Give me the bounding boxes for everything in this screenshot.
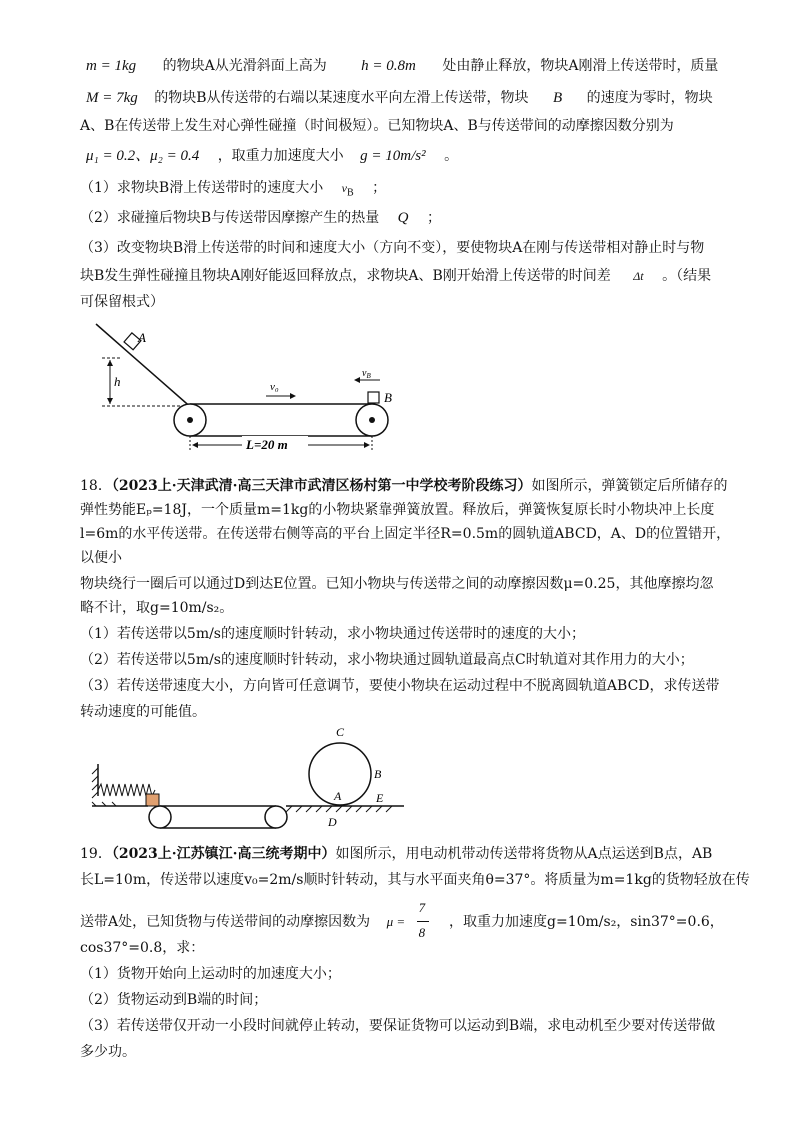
p19-line-2 xyxy=(80,870,750,890)
arrow-head xyxy=(354,377,360,383)
p19-question-3-cont xyxy=(80,1042,136,1062)
problem-text: l=6m的水平传送带。在传送带右侧等高的平台上固定半径R=0.5m的圆轨道ABCD，A、D的位置错开， xyxy=(80,526,731,542)
question-text: （1）若传送带以5m/s的速度顺时针转动，求小物块通过传送带时的速度的大小； xyxy=(80,626,585,642)
conveyor-incline-figure xyxy=(90,318,420,458)
p17-text: 的物块A从光滑斜面上高为 xyxy=(162,58,327,74)
arrow-head xyxy=(192,442,198,448)
question-text: （2）若传送带以5m/s的速度顺时针转动，求小物块通过圆轨道最高点C时轨道对其作用力的大小； xyxy=(80,652,694,668)
problem-text: 略不计，取g=10m/s₂。 xyxy=(80,600,234,616)
p17-text: 的物块B从传送带的右端以某速度水平向左滑上传送带，物块 xyxy=(154,90,529,106)
p19-line-4 xyxy=(80,938,204,958)
p17-question-3-cont xyxy=(80,266,711,286)
arrow-head xyxy=(107,360,113,366)
p18-line-3 xyxy=(80,524,730,544)
arrow-head xyxy=(364,442,370,448)
p17-question-1 xyxy=(80,178,386,203)
question-text: 块B发生弹性碰撞且物块A刚好能返回释放点，求物块A、B刚开始滑上传送带的时间差 xyxy=(80,268,611,284)
small-block xyxy=(146,794,159,806)
block-b-symbol: B xyxy=(552,90,563,106)
question-text: 多少功。 xyxy=(80,1044,136,1060)
mass-b-formula: M = 7kg xyxy=(86,90,138,106)
p18-question-1 xyxy=(80,624,585,644)
p19-question-1 xyxy=(80,964,341,984)
spring-loop-figure xyxy=(86,722,416,832)
question-text: 可保留根式） xyxy=(80,294,164,310)
label-v0: v₀ xyxy=(270,381,279,393)
question-text: （2）求碰撞后物块B与传送带因摩擦产生的热量 xyxy=(80,210,380,226)
p18-line-5 xyxy=(80,574,713,594)
p19-line-3 xyxy=(80,900,724,940)
heat-symbol: Q xyxy=(397,210,409,226)
problem-text: 送带A处，已知货物与传送带间的动摩擦因数为 xyxy=(80,914,371,930)
question-text: （2）货物运动到B端的时间； xyxy=(80,992,268,1008)
problem-text: ，取重力加速度g=10m/s₂，sin37°=0.6， xyxy=(449,914,724,930)
time-difference-symbol: Δt xyxy=(633,269,644,283)
question-text: （3）改变物块B滑上传送带的时间和速度大小（方向不变），要使物块A在刚与传送带相对静止时与物 xyxy=(80,240,705,256)
p18-question-3-cont xyxy=(80,702,206,722)
p17-text: 。 xyxy=(444,148,459,164)
question-text: （3）若传送带仅开动一小段时间就停止转动，要保证货物可以运动到B端，求电动机至少要对传送带做 xyxy=(80,1018,716,1034)
label-b: B xyxy=(384,390,392,405)
p17-text: 处由静止释放，物块A刚滑上传送带时，质量 xyxy=(442,58,719,74)
label-vb: $v_B$ xyxy=(362,368,371,380)
label-c: C xyxy=(336,725,345,739)
p19-question-3 xyxy=(80,1016,715,1036)
label-e: E xyxy=(376,791,384,805)
p18-question-3 xyxy=(80,676,720,696)
question-text: （1）货物开始向上运动时的加速度大小； xyxy=(80,966,341,982)
right-roller xyxy=(265,806,287,828)
problem-text: 长L=10m，传送带以速度v₀=2m/s顺时针转动，其与水平面夹角θ=37°。将质量为m=1kg的货物轻放在传 xyxy=(80,872,750,888)
label-a: A xyxy=(334,789,342,803)
arrow-head xyxy=(107,398,113,404)
question-text: 转动速度的可能值。 xyxy=(80,704,206,720)
label-length: L=20 m xyxy=(246,437,288,452)
right-roller-axle xyxy=(369,417,375,423)
label-b: B xyxy=(374,767,382,781)
p17-line-1 xyxy=(80,56,718,76)
p18-line-1 xyxy=(80,476,728,496)
mu-denominator: 8 xyxy=(418,925,426,940)
p18-question-2 xyxy=(80,650,694,670)
p17-line-4 xyxy=(80,146,458,166)
problem-number: 19． xyxy=(80,846,112,862)
gravity-formula: g = 10m/s² xyxy=(360,148,426,164)
problem-text: 如图所示，用电动机带动传送带将货物从A点运送到B点，AB xyxy=(335,846,713,862)
p17-question-2 xyxy=(80,208,441,228)
p17-text: A、B在传送带上发生对心弹性碰撞（时间极短）。已知物块A、B与传送带间的动摩擦因数分别为 xyxy=(80,118,674,134)
problem-text: 以便小 xyxy=(80,550,122,566)
mu-symbol: μ = xyxy=(386,914,406,929)
question-text: （3）若传送带速度大小，方向皆可任意调节，要使小物块在运动过程中不脱离圆轨道ABCD，求传送带 xyxy=(80,678,720,694)
problem-text: 如图所示，弹簧锁定后所储存的 xyxy=(531,478,728,494)
question-text: 。（结果 xyxy=(662,268,712,284)
question-text: ； xyxy=(426,210,441,226)
left-roller-axle xyxy=(187,417,193,423)
p17-question-3-end xyxy=(80,292,164,312)
problem-text: cos37°=0.8，求： xyxy=(80,940,205,956)
p18-line-2 xyxy=(80,500,714,520)
velocity-subscript: B xyxy=(346,187,354,199)
p17-text: ，取重力加速度大小 xyxy=(217,148,344,164)
platform-hatch xyxy=(286,806,392,812)
p19-question-2 xyxy=(80,990,267,1010)
mass-a-formula: m = 1kg xyxy=(86,58,137,74)
friction-coefficients: μ₁ = 0.2、μ₂ = 0.4 xyxy=(86,148,200,164)
question-text: ； xyxy=(372,180,387,196)
left-roller xyxy=(149,806,171,828)
question-text: （1）求物块B滑上传送带时的速度大小 xyxy=(80,180,324,196)
block-b xyxy=(368,392,379,403)
height-formula: h = 0.8m xyxy=(361,58,416,74)
problem-text: 弹性势能Eₚ=18J，一个质量m=1kg的小物块紧靠弹簧放置。释放后，弹簧恢复原长时小物块冲上长度 xyxy=(80,502,715,518)
arrow-head xyxy=(290,393,296,399)
p17-question-3 xyxy=(80,238,704,258)
p17-line-3 xyxy=(80,116,674,136)
label-d: D xyxy=(328,815,337,829)
velocity-symbol: v xyxy=(341,181,347,195)
wall-hatch xyxy=(92,768,98,798)
p17-line-2 xyxy=(80,88,713,108)
p18-line-4 xyxy=(80,548,122,568)
p18-line-6 xyxy=(80,598,233,618)
p19-line-1 xyxy=(80,844,712,864)
velocity-b-symbol xyxy=(341,181,354,199)
problem-text: 物块绕行一圈后可以通过D到达E位置。已知小物块与传送带之间的动摩擦因数μ=0.25，其他摩擦均忽 xyxy=(80,576,714,592)
mu-fraction xyxy=(375,900,445,940)
problem-source: （2023上·江苏镇江·高三统考期中） xyxy=(111,846,336,862)
p17-text: 的速度为零时，物块 xyxy=(586,90,713,106)
label-h: h xyxy=(114,374,121,389)
mu-numerator: 7 xyxy=(418,900,426,915)
problem-source: （2023上·天津武清·高三天津市武清区杨村第一中学校考阶段练习） xyxy=(111,478,532,494)
label-a: A xyxy=(138,330,146,345)
problem-number: 18． xyxy=(80,478,112,494)
fraction-bar xyxy=(417,921,429,922)
